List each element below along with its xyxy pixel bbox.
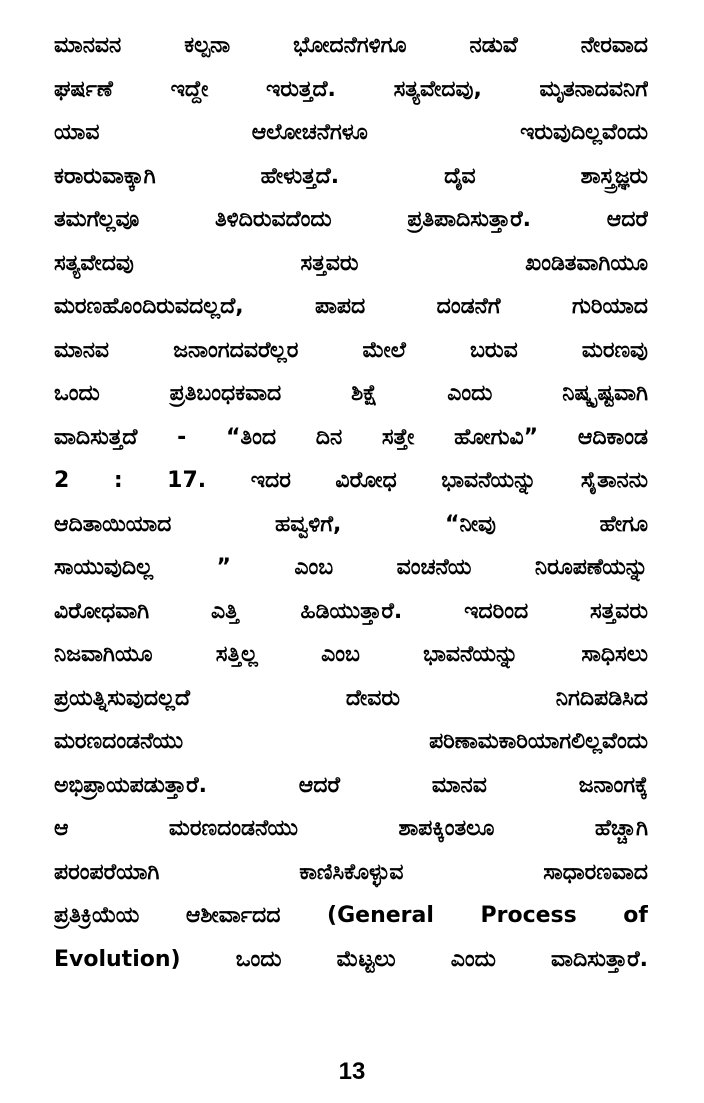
text-line: ಪರಂಪರೆಯಾಗಿ ಕಾಣಿಸಿಕೊಳ್ಳುವ ಸಾಧಾರಣವಾದ	[54, 859, 648, 885]
text-line: ಆ ಮರಣದಂಡನೆಯು ಶಾಪಕ್ಕಿಂತಲೂ ಹೆಚ್ಚಾಗಿ	[54, 816, 648, 841]
text-line: Evolution) ಒಂದು ಮೆಟ್ಟಲು ಎಂದು ವಾದಿಸುತ್ತಾರೆ.	[54, 946, 648, 972]
text-line: ಪ್ರಯತ್ನಿಸುವುದಲ್ಲದೆ ದೇವರು ನಿಗದಿಪಡಿಸಿದ	[54, 685, 648, 711]
text-line: ಸತ್ಯವೇದವು ಸತ್ತವರು ಖಂಡಿತವಾಗಿಯೂ	[54, 250, 648, 276]
text-line: ನಿಜವಾಗಿಯೂ ಸತ್ತಿಲ್ಲ ಎಂಬ ಭಾವನೆಯನ್ನು ಸಾಧಿಸಲು	[54, 642, 648, 667]
text-line: ಯಾವ ಆಲೋಚನೆಗಳೂ ಇರುವುದಿಲ್ಲವೆಂದು	[54, 120, 648, 145]
body-text	[54, 24, 648, 981]
text-line: ಅಭಿಪ್ರಾಯಪಡುತ್ತಾರೆ. ಆದರೆ ಮಾನವ ಜನಾಂಗಕ್ಕೆ	[54, 772, 648, 798]
text-line: ತಮಗೆಲ್ಲವೂ ತಿಳಿದಿರುವದೆಂದು ಪ್ರತಿಪಾದಿಸುತ್ತಾರೆ. ಆದರೆ	[54, 207, 648, 232]
text-line: ಮರಣಹೊಂದಿರುವದಲ್ಲದೆ, ಪಾಪದ ದಂಡನೆಗೆ ಗುರಿಯಾದ	[54, 294, 648, 319]
text-line: ಒಂದು ಪ್ರತಿಬಂಧಕವಾದ ಶಿಕ್ಷೆ ಎಂದು ನಿಷ್ಕೃಷ್ಟವಾಗಿ	[54, 381, 648, 406]
text-line: 2 : 17. ಇದರ ವಿರೋಧ ಭಾವನೆಯನ್ನು ಸೈತಾನನು	[54, 468, 648, 493]
text-line: ಆದಿತಾಯಿಯಾದ ಹವ್ವಳಿಗೆ, “ನೀವು ಹೇಗೂ	[54, 511, 648, 537]
page-number: 13	[338, 1058, 366, 1085]
text-line: ಮಾನವನ ಕಲ್ಪನಾ ಭೋದನೆಗಳಿಗೂ ನಡುವೆ ನೇರವಾದ	[54, 33, 648, 58]
text-line: ಸಾಯುವುದಿಲ್ಲ ” ಎಂಬ ವಂಚನೆಯ ನಿರೂಪಣೆಯನ್ನು	[54, 555, 648, 580]
text-line: ಮಾನವ ಜನಾಂಗದವರೆಲ್ಲರ ಮೇಲೆ ಬರುವ ಮರಣವು	[54, 337, 648, 363]
text-line: ಮರಣದಂಡನೆಯು ಪರಿಣಾಮಕಾರಿಯಾಗಲಿಲ್ಲವೆಂದು	[54, 729, 648, 754]
text-line: ಪ್ರತಿಕ್ರಿಯೆಯ ಆಶೀರ್ವಾದದ (General Process of	[54, 903, 648, 928]
text-line: ಘರ್ಷಣೆ ಇದ್ದೇ ಇರುತ್ತದೆ. ಸತ್ಯವೇದವು, ಮೃತನಾದವನಿಗೆ	[54, 76, 648, 102]
text-line: ವಾದಿಸುತ್ತದೆ - “ತಿಂದ ದಿನ ಸತ್ತೇ ಹೋಗುವಿ” ಆದಿಕಾಂಡ	[54, 424, 648, 450]
text-line: ವಿರೋಧವಾಗಿ ಎತ್ತಿ ಹಿಡಿಯುತ್ತಾರೆ. ಇದರಿಂದ ಸತ್ತವರು	[54, 598, 648, 624]
text-line: ಕರಾರುವಾಕ್ಕಾಗಿ ಹೇಳುತ್ತದೆ. ದೈವ ಶಾಸ್ತ್ರಜ್ಞರು	[54, 163, 648, 189]
